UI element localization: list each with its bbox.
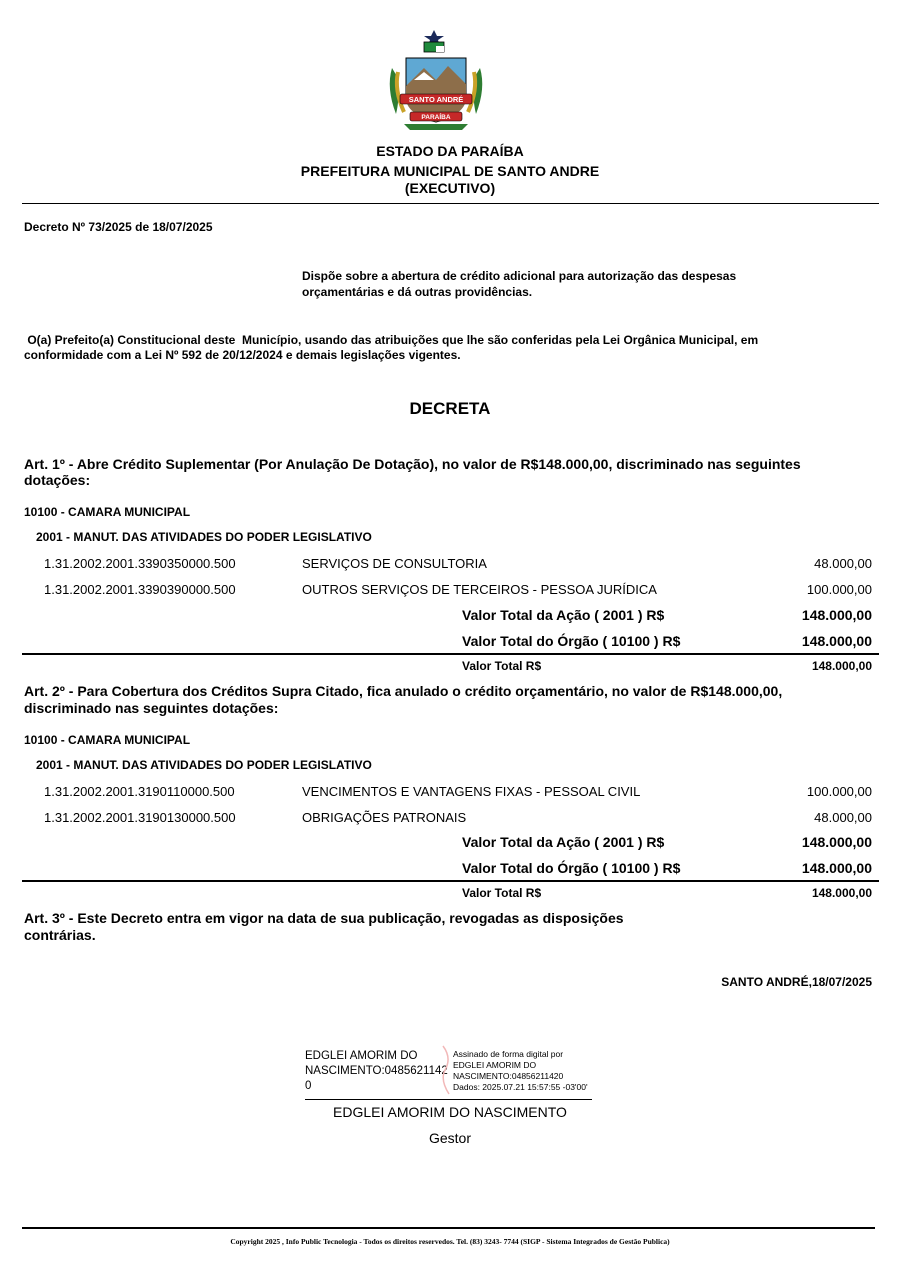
- item-value: 100.000,00: [806, 784, 872, 799]
- art2-total-action-label: Valor Total da Ação ( 2001 ) R$: [462, 834, 665, 850]
- footer-copyright: Copyright 2025 , Info Public Tecnologia - Todos os direitos reservedos. Tel. (83) 3243- 7744 (SIGP - Sistema Integrados de Gestão Publica): [230, 1237, 670, 1246]
- svg-text:PARAÍBA: PARAÍBA: [421, 114, 451, 121]
- place-date: SANTO ANDRÉ,18/07/2025: [721, 975, 872, 989]
- art1-line-1: Art. 1º - Abre Crédito Suplementar (Por Anulação De Dotação), no valor de R$148.000,00, discriminado nas seguintes: [24, 456, 801, 472]
- decreta-heading: DECRETA: [409, 399, 491, 418]
- item-value: 100.000,00: [806, 582, 872, 597]
- preamble-line-1: O(a) Prefeito(a) Constitucional deste Município, usando das atribuições que lhe são conferidas pela Lei Orgânica Municipal, em: [24, 333, 759, 347]
- signature-right-block: [453, 1049, 588, 1093]
- art1-action: 2001 - MANUT. DAS ATIVIDADES DO PODER LEGISLATIVO: [36, 530, 372, 544]
- signature-line: [305, 1099, 592, 1100]
- art1-line-2: dotações:: [24, 472, 91, 488]
- art2-total-action-value: 148.000,00: [801, 834, 872, 850]
- item-description: OBRIGAÇÕES PATRONAIS: [302, 810, 467, 825]
- decree-number: Decreto Nº 73/2025 de 18/07/2025: [24, 220, 213, 234]
- art2-total-organ-value: 148.000,00: [801, 860, 872, 876]
- signature-left-line-3: 0: [305, 1080, 312, 1092]
- art3-line-1: Art. 3º - Este Decreto entra em vigor na data de sua publicação, revogadas as disposições: [24, 910, 624, 926]
- item-description: SERVIÇOS DE CONSULTORIA: [302, 556, 487, 571]
- item-code: 1.31.2002.2001.3390350000.500: [44, 556, 236, 571]
- art2-line-2: discriminado nas seguintes dotações:: [24, 700, 279, 716]
- preamble-line-2: conformidade com a Lei Nº 592 de 20/12/2024 e demais legislações vigentes.: [24, 348, 461, 362]
- art2-action: 2001 - MANUT. DAS ATIVIDADES DO PODER LEGISLATIVO: [36, 758, 372, 772]
- art1-total-organ-label: Valor Total do Órgão ( 10100 ) R$: [462, 633, 681, 649]
- signature-right-line-3: NASCIMENTO:04856211420: [453, 1071, 564, 1081]
- signature-right-line-2: EDGLEI AMORIM DO: [453, 1060, 537, 1070]
- summary-line-1: Dispõe sobre a abertura de crédito adicional para autorização das despesas: [302, 269, 737, 283]
- svg-text:SANTO ANDRÉ: SANTO ANDRÉ: [408, 95, 464, 104]
- art1-total-organ-value: 148.000,00: [801, 633, 872, 649]
- item-value: 48.000,00: [814, 556, 872, 571]
- art1-total-action-label: Valor Total da Ação ( 2001 ) R$: [462, 607, 665, 623]
- footer-divider: [22, 1227, 875, 1229]
- art2-organ: 10100 - CAMARA MUNICIPAL: [24, 733, 191, 747]
- signer-name: EDGLEI AMORIM DO NASCIMENTO: [333, 1104, 567, 1120]
- art2-line-1: Art. 2º - Para Cobertura dos Créditos Supra Citado, fica anulado o crédito orçamentário, no valor de R$148.000,00,: [24, 683, 783, 699]
- header-branch: (EXECUTIVO): [404, 180, 496, 196]
- art2-total-divider: [22, 880, 879, 882]
- signature-left-line-2: NASCIMENTO:0485621142: [305, 1065, 448, 1077]
- art1-total-value: 148.000,00: [811, 659, 872, 673]
- art1-total-divider: [22, 653, 879, 655]
- item-description: OUTROS SERVIÇOS DE TERCEIROS - PESSOA JURÍDICA: [302, 582, 657, 597]
- art1-total-action-value: 148.000,00: [801, 607, 872, 623]
- item-code: 1.31.2002.2001.3190130000.500: [44, 810, 236, 825]
- signature-left-line-1: EDGLEI AMORIM DO: [305, 1050, 418, 1062]
- header-divider: [22, 203, 879, 204]
- item-code: 1.31.2002.2001.3390390000.500: [44, 582, 236, 597]
- art3-line-2: contrárias.: [24, 927, 96, 943]
- signer-role: Gestor: [428, 1130, 471, 1146]
- item-description: VENCIMENTOS E VANTAGENS FIXAS - PESSOAL CIVIL: [302, 784, 641, 799]
- signature-mark-icon: [440, 1044, 454, 1096]
- art1-total-label: Valor Total R$: [462, 659, 542, 673]
- item-value: 48.000,00: [814, 810, 872, 825]
- header-state: ESTADO DA PARAÍBA: [376, 143, 524, 159]
- item-code: 1.31.2002.2001.3190110000.500: [44, 784, 235, 799]
- signature-right-line-1: Assinado de forma digital por: [453, 1049, 564, 1059]
- signature-left-block: [305, 1049, 448, 1094]
- art2-total-label: Valor Total R$: [462, 886, 542, 900]
- header-prefecture: PREFEITURA MUNICIPAL DE SANTO ANDRE: [300, 163, 600, 179]
- art2-total-value: 148.000,00: [811, 886, 872, 900]
- summary-line-2: orçamentárias e dá outras providências.: [302, 285, 533, 299]
- art2-total-organ-label: Valor Total do Órgão ( 10100 ) R$: [462, 860, 681, 876]
- municipal-crest: [384, 28, 488, 134]
- art1-organ: 10100 - CAMARA MUNICIPAL: [24, 505, 191, 519]
- signature-right-line-4: Dados: 2025.07.21 15:57:55 -03'00': [453, 1082, 588, 1092]
